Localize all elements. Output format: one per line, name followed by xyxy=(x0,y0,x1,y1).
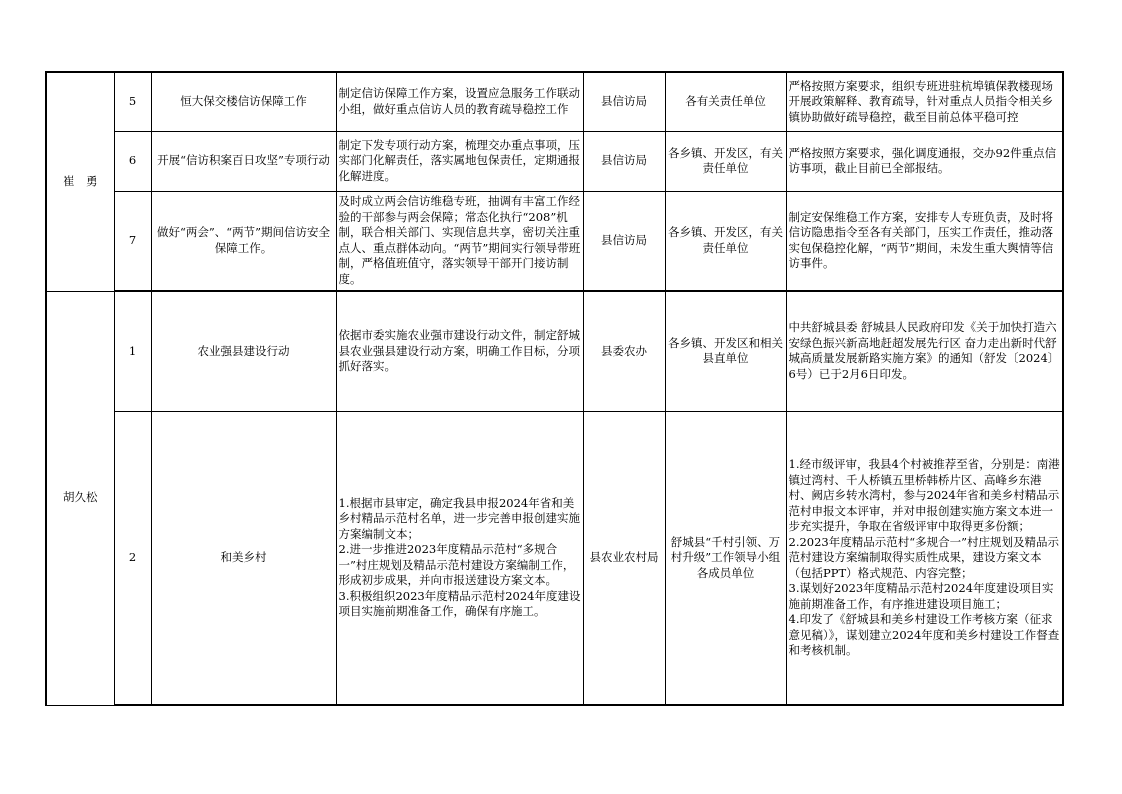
leader-cell: 崔 勇 xyxy=(46,72,114,291)
row-number: 6 xyxy=(114,131,151,191)
work-measures: 制定信访保障工作方案，设置应急服务工作联动小组，做好重点信访人员的教育疏导稳控工作 xyxy=(336,72,583,131)
row-number: 2 xyxy=(114,411,151,705)
work-progress-table xyxy=(45,71,1064,706)
task-name: 农业强县建设行动 xyxy=(151,291,336,411)
progress-text: 制定安保维稳工作方案，安排专人专班负责，及时将信访隐患指令至各有关部门，压实工作责任，推动落实包保稳控化解，“两节”期间，未发生重大舆情等信访事件。 xyxy=(786,191,1063,291)
progress-text: 1.经市级评审，我县4个村被推荐至省，分别是：南港镇过湾村、千人桥镇五里桥韩桥片区、高峰乡东港村、阙店乡转水湾村，参与2024年省和美乡村精品示范村申报文本评审，并对申报创建实施方案文本进一步充实提升，争取在省级评审中取得更多份额； 2.2023年度精品示范村“多规合一”村庄规划及精品示范村建设方案编制取得实质性成果，建设方案文本（包括PPT）格式规范、内容完整； 3.谋划好2023年度精品示范村2024年度建设项目实施前期准备工作，有序推进建设项目施工； 4.印发了《舒城县和美乡村建设工作考核方案（征求意见稿）》，谋划建立2024年度和美乡村建设工作督查和考核机制。 xyxy=(786,411,1063,705)
task-name: 做好“两会”、“两节”期间信访安全保障工作。 xyxy=(151,191,336,291)
task-name: 和美乡村 xyxy=(151,411,336,705)
work-measures: 1.根据市县审定，确定我县申报2024年省和美乡村精品示范村名单，进一步完善申报创建实施方案编制文本； 2.进一步推进2023年度精品示范村“多规合一”村庄规划及精品示范村建设方案编制工作，形成初步成果，并向市报送建设方案文本。 3.积极组织2023年度精品示范村2024年度建设项目实施前期准备工作，确保有序施工。 xyxy=(336,411,583,705)
progress-text: 严格按照方案要求，强化调度通报，交办92件重点信访事项，截止目前已全部报结。 xyxy=(786,131,1063,191)
table-row xyxy=(46,191,1063,291)
responsible-unit: 各有关责任单位 xyxy=(665,72,786,131)
responsible-unit: 各乡镇、开发区，有关责任单位 xyxy=(665,131,786,191)
lead-unit: 县农业农村局 xyxy=(583,411,665,705)
work-measures: 依据市委实施农业强市建设行动文件，制定舒城县农业强县建设行动方案，明确工作目标，分项抓好落实。 xyxy=(336,291,583,411)
progress-text: 严格按照方案要求，组织专班进驻杭埠镇保教楼现场开展政策解释、教育疏导，针对重点人员指令相关乡镇协助做好疏导稳控，截至目前总体平稳可控 xyxy=(786,72,1063,131)
table-row xyxy=(46,291,1063,411)
table-row xyxy=(46,411,1063,705)
row-number: 5 xyxy=(114,72,151,131)
task-name: 开展“信访积案百日攻坚”专项行动 xyxy=(151,131,336,191)
lead-unit: 县信访局 xyxy=(583,191,665,291)
lead-unit: 县委农办 xyxy=(583,291,665,411)
work-measures: 制定下发专项行动方案，梳理交办重点事项，压实部门化解责任，落实属地包保责任，定期通报化解进度。 xyxy=(336,131,583,191)
table-row xyxy=(46,131,1063,191)
lead-unit: 县信访局 xyxy=(583,72,665,131)
leader-cell: 胡久松 xyxy=(46,291,114,705)
responsible-unit: 舒城县“千村引领、万村升级”工作领导小组各成员单位 xyxy=(665,411,786,705)
work-measures: 及时成立两会信访维稳专班，抽调有丰富工作经验的干部参与两会保障；常态化执行“208”机制，联合相关部门、实现信息共享，密切关注重点人、重点群体动向。“两节”期间实行领导带班制，严格值班值守，落实领导干部开门接访制度。 xyxy=(336,191,583,291)
responsible-unit: 各乡镇、开发区，有关责任单位 xyxy=(665,191,786,291)
lead-unit: 县信访局 xyxy=(583,131,665,191)
task-name: 恒大保交楼信访保障工作 xyxy=(151,72,336,131)
table-row xyxy=(46,72,1063,131)
progress-text: 中共舒城县委 舒城县人民政府印发《关于加快打造六安绿色振兴新高地赶超发展先行区 奋力走出新时代舒城高质量发展新路实施方案》的通知（舒发〔2024〕6号）已于2月6日印发。 xyxy=(786,291,1063,411)
row-number: 1 xyxy=(114,291,151,411)
row-number: 7 xyxy=(114,191,151,291)
responsible-unit: 各乡镇、开发区和相关县直单位 xyxy=(665,291,786,411)
